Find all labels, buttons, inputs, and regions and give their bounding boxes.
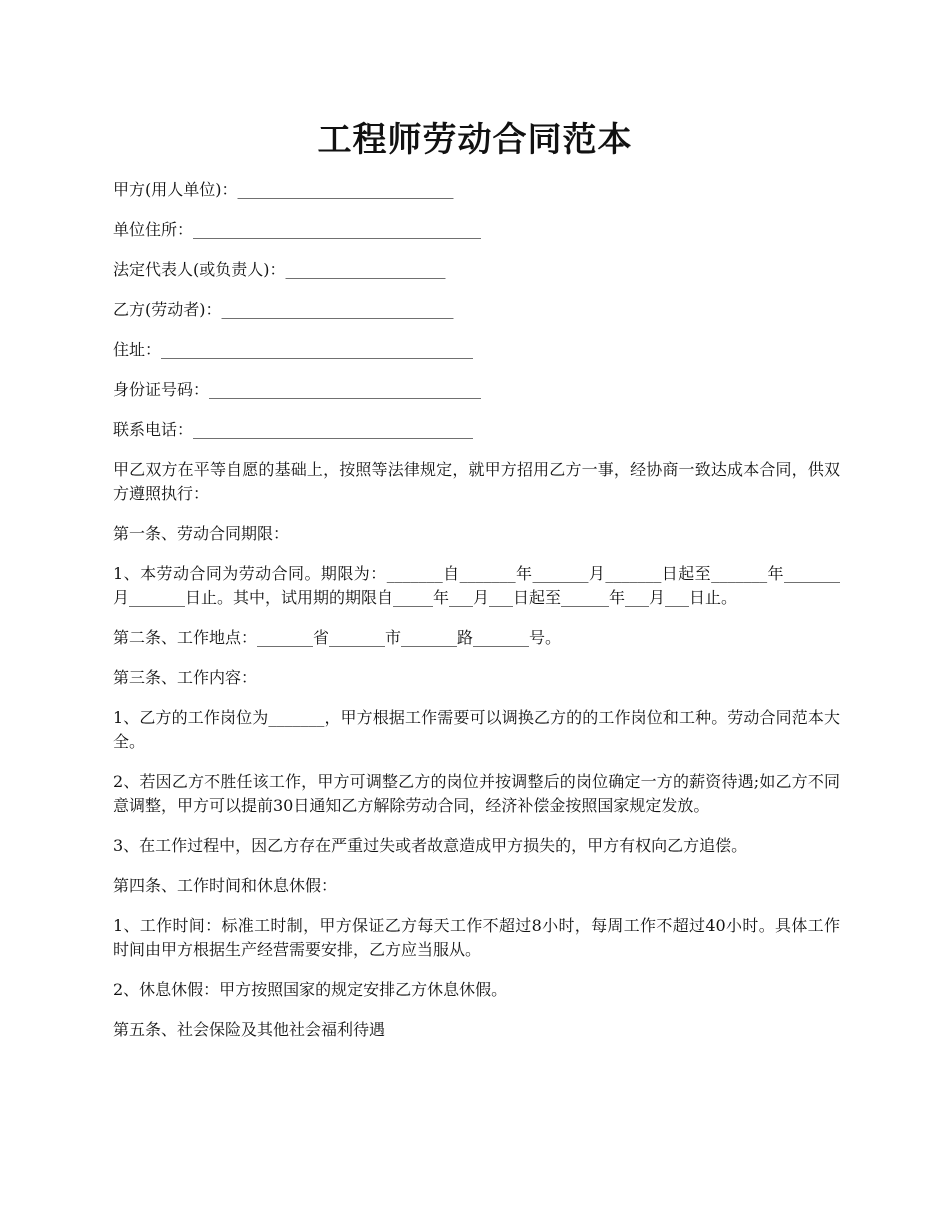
article-3-clause-1: 1、乙方的工作岗位为_______，甲方根据工作需要可以调换乙方的的工作岗位和工种。劳动合同范本大全。	[113, 708, 840, 751]
article-3-heading: 第三条、工作内容：	[113, 668, 258, 687]
employee-address-field: 住址：_______________________________________	[113, 340, 474, 359]
preamble-paragraph: 甲乙双方在平等自愿的基础上，按照等法律规定，就甲方招用乙方一事，经协商一致达成本合同，供双方遵照执行：	[113, 460, 840, 503]
document-title: 工程师劳动合同范本	[317, 120, 633, 160]
document-body	[113, 178, 840, 1058]
article-4-clause-2: 2、休息休假：甲方按照国家的规定安排乙方休息休假。	[113, 980, 508, 999]
article-1-heading: 第一条、劳动合同期限：	[113, 524, 290, 543]
article-2-heading: 第二条、工作地点：_______省_______市_______路_______号。	[113, 628, 562, 647]
article-3-clause-2: 2、若因乙方不胜任该工作，甲方可调整乙方的岗位并按调整后的岗位确定一方的薪资待遇;如乙方不同意调整，甲方可以提前30日通知乙方解除劳动合同，经济补偿金按照国家规定发放。	[113, 772, 840, 815]
phone-field: 联系电话：___________________________________	[113, 420, 474, 439]
article-3-clause-3: 3、在工作过程中，因乙方存在严重过失或者故意造成甲方损失的，甲方有权向乙方追偿。	[113, 836, 748, 855]
party-b-employee-field: 乙方(劳动者)：_____________________________	[113, 300, 454, 319]
article-1-clause-1: 1、本劳动合同为劳动合同。期限为：_______自_______年_______月_______日起至_______年_______月_______日止。其中，试用期的期限自_____年___月___日起至______年___月___日止。	[113, 564, 840, 607]
article-4-clause-1: 1、工作时间：标准工时制，甲方保证乙方每天工作不超过8小时，每周工作不超过40小时。具体工作时间由甲方根据生产经营需要安排，乙方应当服从。	[113, 916, 840, 959]
legal-representative-field: 法定代表人(或负责人)：____________________	[113, 260, 446, 279]
article-5-heading: 第五条、社会保险及其他社会福利待遇	[113, 1020, 386, 1039]
article-4-heading: 第四条、工作时间和休息休假：	[113, 876, 338, 895]
employer-address-field: 单位住所：____________________________________	[113, 220, 482, 239]
party-a-employer-field: 甲方(用人单位)：___________________________	[113, 180, 454, 199]
id-number-field: 身份证号码：__________________________________	[113, 380, 482, 399]
